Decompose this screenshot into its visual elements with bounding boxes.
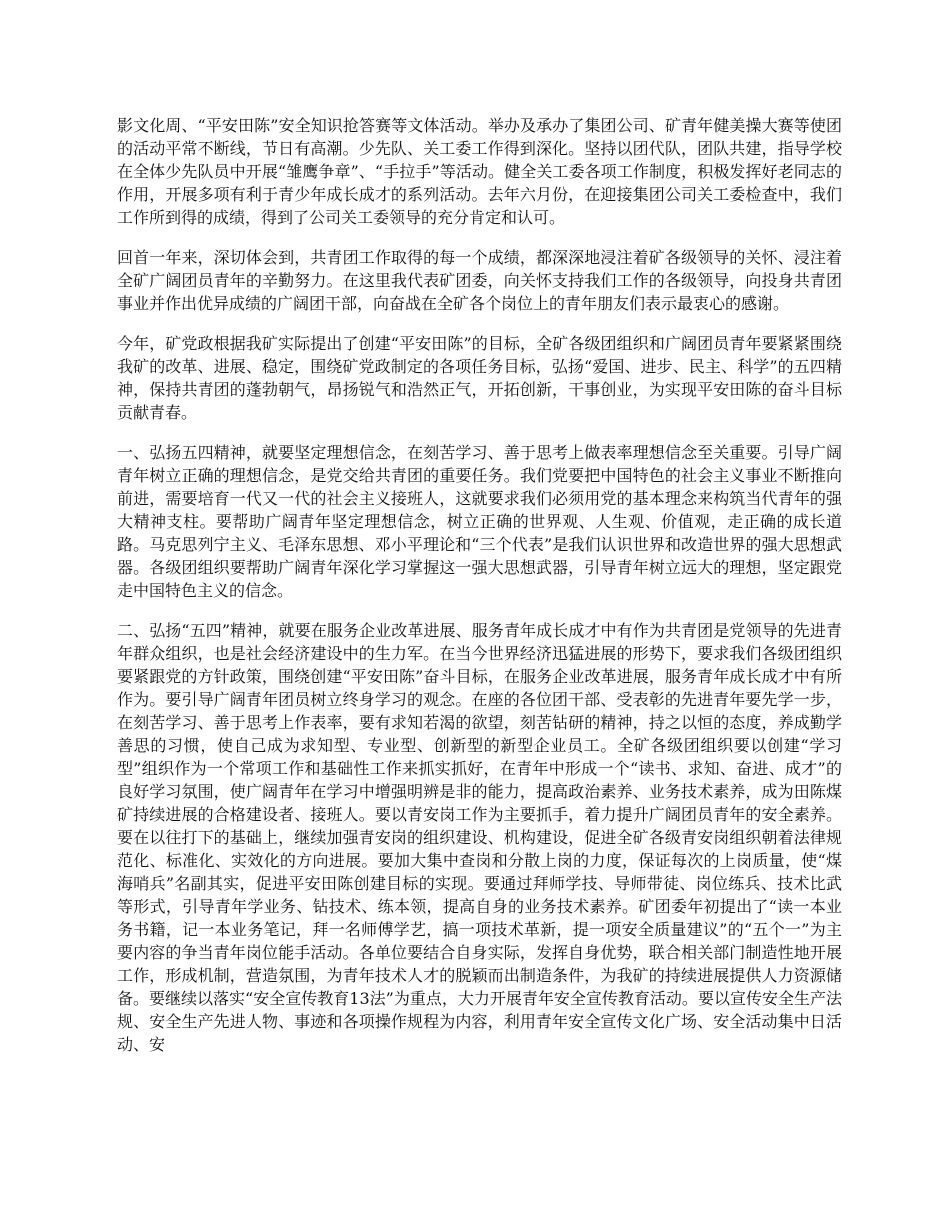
document-body — [117, 114, 842, 1073]
paragraph: 今年，矿党政根据我矿实际提出了创建“平安田陈”的目标，全矿各级团组织和广阔团员青年要紧紧围绕我矿的改革、进展、稳定，围绕矿党政制定的各项任务目标，弘扬“爱国、进步、民主、科学”的五四精神，保持共青团的蓬勃朝气，昂扬锐气和浩然正气，开拓创新，干事创业，为实现平安田陈的奋斗目标贡献青春。 — [117, 334, 842, 422]
paragraph: 回首一年来，深切体会到，共青团工作取得的每一个成绩，都深深地浸注着矿各级领导的关怀、浸注着全矿广阔团员青年的辛勤努力。在这里我代表矿团委，向关怀支持我们工作的各级领导，向投身共青团事业并作出优异成绩的广阔团干部，向奋战在全矿各个岗位上的青年朋友们表示最衷心的感谢。 — [117, 248, 842, 313]
paragraph: 影文化周、“平安田陈”安全知识抢答赛等文体活动。举办及承办了集团公司、矿青年健美操大赛等使团的活动平常不断线，节日有高潮。少先队、关工委工作得到深化。坚持以团代队，团队共建，指导学校在全体少先队员中开展“雏鹰争章”、“手拉手”等活动。健全关工委各项工作制度，积极发挥好老同志的作用，开展多项有利于青少年成长成才的系列活动。去年六月份，在迎接集团公司关工委检查中，我们工作所到得的成绩，得到了公司关工委领导的充分肯定和认可。 — [117, 116, 842, 227]
paragraph: 一、弘扬五四精神，就要坚定理想信念，在刻苦学习、善于思考上做表率理想信念至关重要。引导广阔青年树立正确的理想信念，是党交给共青团的重要任务。我们党要把中国特色的社会主义事业不断推向前进，需要培育一代又一代的社会主义接班人，这就要求我们必须用党的基本理念来构筑当代青年的强大精神支柱。要帮助广阔青年坚定理想信念，树立正确的世界观、人生观、价值观，走正确的成长道路。马克思列宁主义、毛泽东思想、邓小平理论和“三个代表”是我们认识世界和改造世界的强大思想武器。各级团组织要帮助广阔青年深化学习掌握这一强大思想武器，引导青年树立远大的理想，坚定跟党走中国特色主义的信念。 — [117, 443, 842, 600]
paragraph: 二、弘扬“五四”精神，就要在服务企业改革进展、服务青年成长成才中有作为共青团是党领导的先进青年群众组织，也是社会经济建设中的生力军。在当今世界经济迅猛进展的形势下，要求我们各级团组织要紧跟党的方针政策，围绕创建“平安田陈”奋斗目标，在服务企业改革进展，服务青年成长成才中有所作为。要引导广阔青年团员树立终身学习的观念。在座的各位团干部、受表彰的先进青年要先学一步，在刻苦学习、善于思考上作表率，要有求知若渴的欲望，刻苦钻研的精神，持之以恒的态度，养成勤学善思的习惯，使自己成为求知型、专业型、创新型的新型企业员工。全矿各级团组织要以创建“学习型”组织作为一个常项工作和基础性工作来抓实抓好，在青年中形成一个“读书、求知、奋进、成才”的良好学习氛围，使广阔青年在学习中增强明辨是非的能力，提高政治素养、业务技术素养，成为田陈煤矿持续进展的合格建设者、接班人。要以青安岗工作为主要抓手，着力提升广阔团员青年的安全素养。要在以往打下的基础上，继续加强青安岗的组织建设、机构建设，促进全矿各级青安岗组织朝着法律规范化、标准化、实效化的方向进展。要加大集中查岗和分散上岗的力度，保证每次的上岗质量，使“煤海哨兵”名副其实，促进平安田陈创建目标的实现。要通过拜师学技、导师带徒、岗位练兵、技术比武等形式，引导青年学业务、钻技术、练本领，提高自身的业务技术素养。矿团委年初提出了“读一本业务书籍，记一本业务笔记，拜一名师傅学艺，搞一项技术革新，提一项安全质量建议”的“五个一”为主要内容的争当青年岗位能手活动。各单位要结合自身实际，发挥自身优势，联合相关部门制造性地开展工作，形成机制，营造氛围，为青年技术人才的脱颖而出制造条件，为我矿的持续进展提供人力资源储备。要继续以落实“安全宣传教育13法”为重点，大力开展青年安全宣传教育活动。要以宣传安全生产法规、安全生产先进人物、事迹和各项操作规程为内容，利用青年安全宣传文化广场、安全活动集中日活动、安 — [117, 621, 842, 1054]
